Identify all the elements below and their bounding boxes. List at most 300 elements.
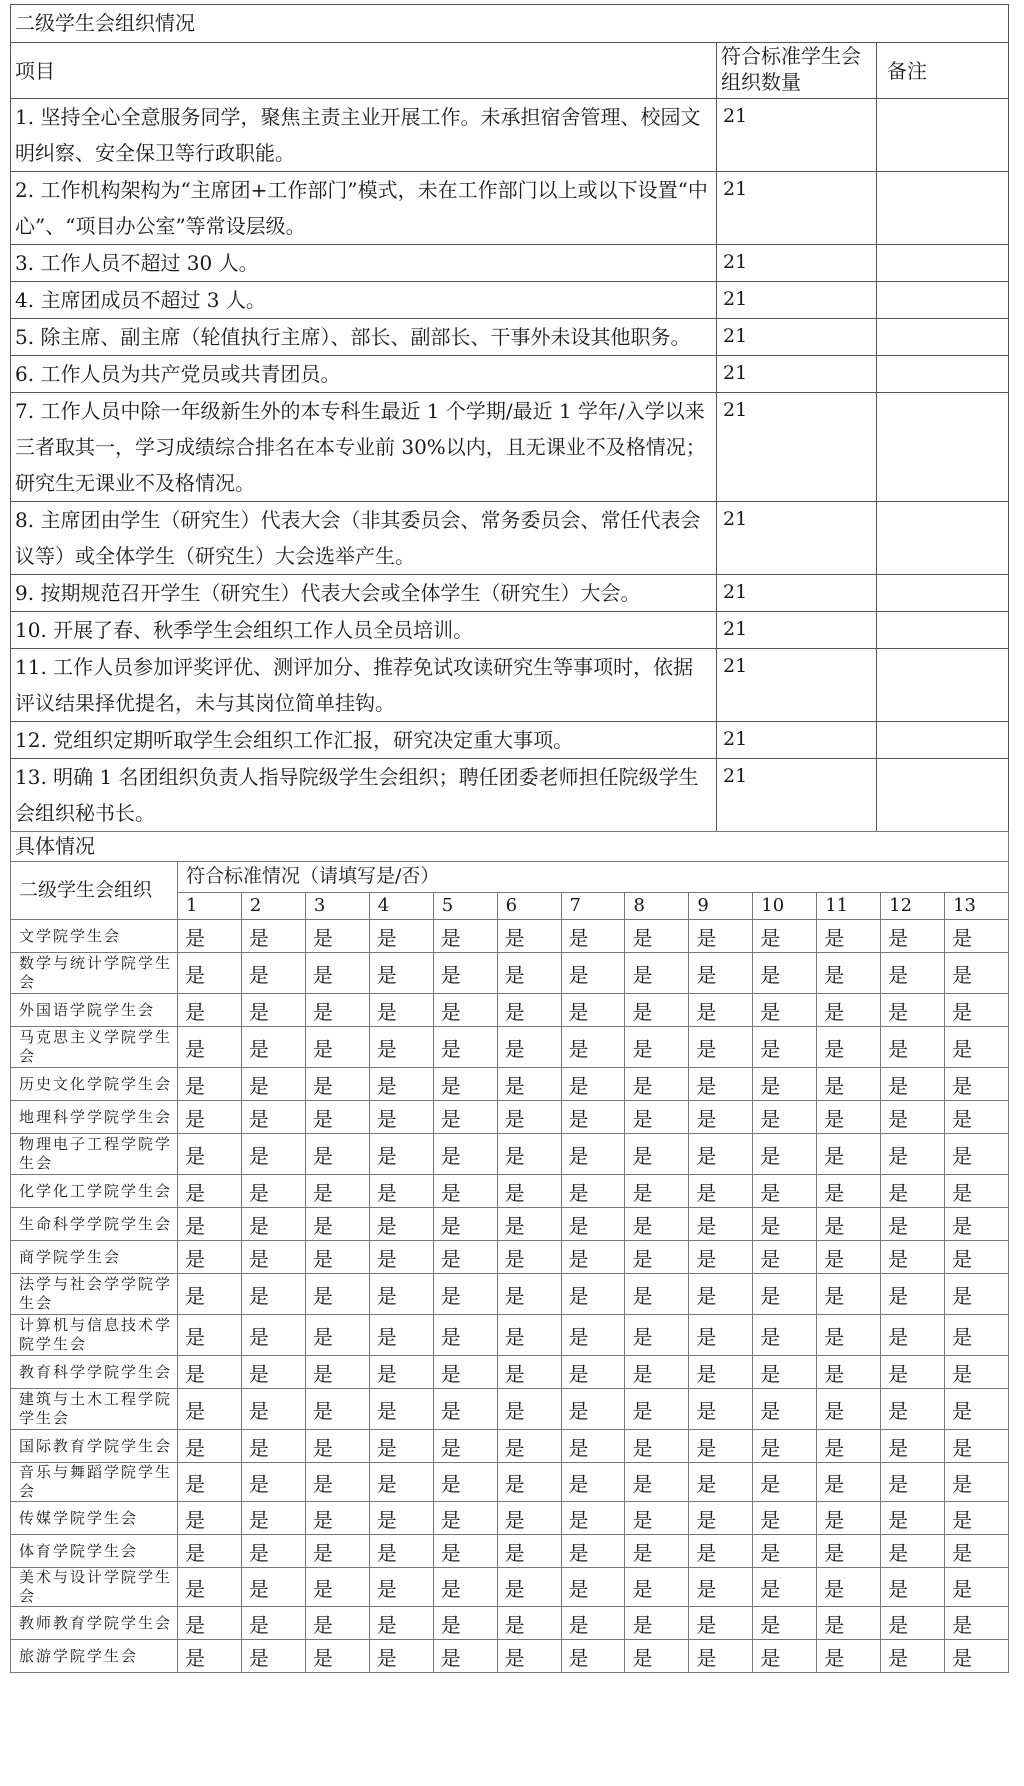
compliance-value: 是 (817, 1027, 881, 1068)
requirement-count: 21 (717, 722, 877, 759)
compliance-value: 是 (945, 1535, 1009, 1568)
compliance-value: 是 (945, 1463, 1009, 1502)
compliance-value: 是 (881, 1175, 945, 1208)
compliance-value: 是 (497, 1315, 561, 1356)
requirement-row (11, 759, 1009, 832)
compliance-value: 是 (369, 1389, 433, 1430)
compliance-value: 是 (497, 1430, 561, 1463)
compliance-value: 是 (433, 1607, 497, 1640)
compliance-value: 是 (241, 1208, 305, 1241)
org-row (11, 1607, 1009, 1640)
compliance-value: 是 (753, 1175, 817, 1208)
compliance-value: 是 (561, 1356, 625, 1389)
compliance-value: 是 (689, 1463, 753, 1502)
compliance-value: 是 (433, 1208, 497, 1241)
criterion-number: 2 (241, 893, 305, 920)
compliance-value: 是 (753, 1430, 817, 1463)
compliance-value: 是 (625, 1356, 689, 1389)
detail-title: 具体情况 (11, 832, 1009, 862)
compliance-value: 是 (305, 1027, 369, 1068)
compliance-value: 是 (561, 1502, 625, 1535)
org-name: 音乐与舞蹈学院学生会 (11, 1463, 178, 1502)
requirement-row (11, 502, 1009, 575)
compliance-value: 是 (881, 1315, 945, 1356)
org-name: 地理科学学院学生会 (11, 1101, 178, 1134)
compliance-value: 是 (625, 1535, 689, 1568)
requirement-row (11, 575, 1009, 612)
org-name: 商学院学生会 (11, 1241, 178, 1274)
compliance-value: 是 (433, 1274, 497, 1315)
compliance-value: 是 (497, 1274, 561, 1315)
compliance-value: 是 (497, 1640, 561, 1673)
compliance-value: 是 (241, 953, 305, 994)
compliance-value: 是 (817, 1502, 881, 1535)
criterion-number: 10 (753, 893, 817, 920)
compliance-value: 是 (881, 1463, 945, 1502)
compliance-value: 是 (945, 1568, 1009, 1607)
requirement-count: 21 (717, 649, 877, 722)
compliance-value: 是 (625, 1101, 689, 1134)
org-name: 法学与社会学学院学生会 (11, 1274, 178, 1315)
compliance-value: 是 (497, 953, 561, 994)
compliance-value: 是 (753, 1463, 817, 1502)
column-header-count: 符合标准学生会组织数量 (717, 43, 877, 99)
compliance-value: 是 (625, 1430, 689, 1463)
compliance-value: 是 (369, 1502, 433, 1535)
compliance-value: 是 (178, 1568, 242, 1607)
criterion-number: 4 (369, 893, 433, 920)
compliance-value: 是 (497, 1027, 561, 1068)
compliance-value: 是 (689, 953, 753, 994)
compliance-value: 是 (369, 1208, 433, 1241)
org-row (11, 1274, 1009, 1315)
org-row (11, 1568, 1009, 1607)
compliance-value: 是 (305, 1430, 369, 1463)
requirement-text: 9. 按期规范召开学生（研究生）代表大会或全体学生（研究生）大会。 (11, 575, 717, 612)
compliance-value: 是 (178, 1208, 242, 1241)
compliance-value: 是 (178, 1535, 242, 1568)
requirement-count: 21 (717, 245, 877, 282)
compliance-value: 是 (753, 1208, 817, 1241)
compliance-value: 是 (305, 920, 369, 953)
org-row (11, 1389, 1009, 1430)
compliance-value: 是 (497, 1134, 561, 1175)
compliance-value: 是 (497, 1607, 561, 1640)
compliance-value: 是 (433, 1463, 497, 1502)
compliance-value: 是 (369, 1134, 433, 1175)
compliance-value: 是 (625, 1068, 689, 1101)
org-name: 外国语学院学生会 (11, 994, 178, 1027)
requirement-note (877, 172, 1009, 245)
compliance-value: 是 (241, 1430, 305, 1463)
compliance-value: 是 (817, 994, 881, 1027)
compliance-value: 是 (881, 1068, 945, 1101)
requirement-text: 8. 主席团由学生（研究生）代表大会（非其委员会、常务委员会、常任代表会议等）或全体学生（研究生）大会选举产生。 (11, 502, 717, 575)
requirement-note (877, 319, 1009, 356)
compliance-value: 是 (241, 1463, 305, 1502)
compliance-value: 是 (945, 1027, 1009, 1068)
compliance-value: 是 (433, 1101, 497, 1134)
compliance-value: 是 (753, 953, 817, 994)
compliance-value: 是 (369, 1356, 433, 1389)
compliance-value: 是 (241, 1175, 305, 1208)
compliance-value: 是 (433, 1502, 497, 1535)
compliance-value: 是 (497, 920, 561, 953)
compliance-value: 是 (433, 1134, 497, 1175)
compliance-value: 是 (753, 1502, 817, 1535)
org-row (11, 1027, 1009, 1068)
requirement-note (877, 245, 1009, 282)
requirement-note (877, 282, 1009, 319)
compliance-value: 是 (369, 1068, 433, 1101)
compliance-value: 是 (561, 1068, 625, 1101)
compliance-value: 是 (178, 1640, 242, 1673)
compliance-value: 是 (305, 1568, 369, 1607)
compliance-value: 是 (689, 1568, 753, 1607)
requirement-note (877, 575, 1009, 612)
org-name: 教育科学学院学生会 (11, 1356, 178, 1389)
compliance-value: 是 (881, 1389, 945, 1430)
compliance-value: 是 (625, 920, 689, 953)
compliance-value: 是 (305, 1389, 369, 1430)
compliance-value: 是 (561, 1535, 625, 1568)
requirement-row (11, 393, 1009, 502)
org-name: 物理电子工程学院学生会 (11, 1134, 178, 1175)
compliance-value: 是 (753, 1274, 817, 1315)
compliance-value: 是 (561, 1607, 625, 1640)
org-name: 数学与统计学院学生会 (11, 953, 178, 994)
compliance-value: 是 (689, 1430, 753, 1463)
requirement-text: 3. 工作人员不超过 30 人。 (11, 245, 717, 282)
compliance-value: 是 (305, 1175, 369, 1208)
compliance-value: 是 (178, 1502, 242, 1535)
compliance-value: 是 (881, 1607, 945, 1640)
compliance-value: 是 (881, 1241, 945, 1274)
org-name: 文学院学生会 (11, 920, 178, 953)
requirement-count: 21 (717, 356, 877, 393)
compliance-value: 是 (945, 1101, 1009, 1134)
compliance-value: 是 (369, 1430, 433, 1463)
compliance-value: 是 (178, 1175, 242, 1208)
compliance-value: 是 (881, 1430, 945, 1463)
requirement-row (11, 649, 1009, 722)
compliance-value: 是 (625, 1568, 689, 1607)
compliance-value: 是 (561, 920, 625, 953)
compliance-value: 是 (625, 1502, 689, 1535)
compliance-value: 是 (369, 1568, 433, 1607)
compliance-value: 是 (689, 1274, 753, 1315)
column-header-item: 项目 (11, 43, 717, 99)
compliance-value: 是 (369, 1607, 433, 1640)
requirement-row (11, 612, 1009, 649)
requirement-row (11, 245, 1009, 282)
compliance-value: 是 (369, 953, 433, 994)
compliance-value: 是 (753, 1568, 817, 1607)
compliance-value: 是 (753, 1241, 817, 1274)
compliance-value: 是 (945, 1640, 1009, 1673)
compliance-value: 是 (753, 1134, 817, 1175)
compliance-value: 是 (561, 994, 625, 1027)
compliance-value: 是 (497, 1389, 561, 1430)
org-name: 体育学院学生会 (11, 1535, 178, 1568)
org-name: 化学化工学院学生会 (11, 1175, 178, 1208)
org-name: 马克思主义学院学生会 (11, 1027, 178, 1068)
compliance-value: 是 (433, 920, 497, 953)
compliance-value: 是 (178, 920, 242, 953)
compliance-value: 是 (945, 1175, 1009, 1208)
requirement-note (877, 649, 1009, 722)
compliance-value: 是 (305, 1356, 369, 1389)
compliance-value: 是 (881, 1134, 945, 1175)
compliance-value: 是 (178, 1463, 242, 1502)
compliance-value: 是 (945, 1315, 1009, 1356)
column-header-status: 符合标准情况（请填写是/否） (178, 862, 1009, 893)
compliance-value: 是 (369, 1175, 433, 1208)
requirement-row (11, 722, 1009, 759)
criterion-number: 7 (561, 893, 625, 920)
requirement-note (877, 356, 1009, 393)
compliance-value: 是 (305, 1274, 369, 1315)
compliance-value: 是 (561, 1175, 625, 1208)
column-header-org: 二级学生会组织 (11, 862, 178, 920)
compliance-value: 是 (369, 1027, 433, 1068)
requirement-note (877, 759, 1009, 832)
requirement-text: 7. 工作人员中除一年级新生外的本专科生最近 1 个学期/最近 1 学年/入学以来三者取其一，学习成绩综合排名在本专业前 30%以内，且无课业不及格情况；研究生无课业不及格情况。 (11, 393, 717, 502)
compliance-value: 是 (817, 1430, 881, 1463)
compliance-value: 是 (305, 1101, 369, 1134)
compliance-value: 是 (945, 1502, 1009, 1535)
compliance-value: 是 (561, 1134, 625, 1175)
compliance-value: 是 (689, 1607, 753, 1640)
compliance-value: 是 (178, 1101, 242, 1134)
compliance-value: 是 (241, 1068, 305, 1101)
compliance-value: 是 (625, 1640, 689, 1673)
compliance-value: 是 (305, 1607, 369, 1640)
compliance-value: 是 (433, 1568, 497, 1607)
compliance-value: 是 (561, 1208, 625, 1241)
compliance-value: 是 (625, 1027, 689, 1068)
org-row (11, 1068, 1009, 1101)
org-row (11, 1101, 1009, 1134)
compliance-value: 是 (881, 1027, 945, 1068)
compliance-value: 是 (497, 1175, 561, 1208)
compliance-value: 是 (305, 1134, 369, 1175)
compliance-value: 是 (625, 1607, 689, 1640)
criterion-number: 9 (689, 893, 753, 920)
compliance-value: 是 (433, 1241, 497, 1274)
org-name: 旅游学院学生会 (11, 1640, 178, 1673)
compliance-value: 是 (945, 1430, 1009, 1463)
compliance-value: 是 (241, 1134, 305, 1175)
summary-table (10, 4, 1009, 832)
compliance-value: 是 (433, 1640, 497, 1673)
requirement-text: 13. 明确 1 名团组织负责人指导院级学生会组织；聘任团委老师担任院级学生会组织秘书长。 (11, 759, 717, 832)
compliance-value: 是 (561, 1463, 625, 1502)
compliance-value: 是 (945, 1208, 1009, 1241)
compliance-value: 是 (178, 1356, 242, 1389)
compliance-value: 是 (945, 1068, 1009, 1101)
org-row (11, 1430, 1009, 1463)
compliance-value: 是 (625, 1274, 689, 1315)
requirement-text: 2. 工作机构架构为“主席团+工作部门”模式，未在工作部门以上或以下设置“中心”、“项目办公室”等常设层级。 (11, 172, 717, 245)
compliance-value: 是 (241, 1568, 305, 1607)
compliance-value: 是 (753, 1068, 817, 1101)
compliance-value: 是 (945, 1607, 1009, 1640)
compliance-value: 是 (753, 1356, 817, 1389)
compliance-value: 是 (305, 1208, 369, 1241)
compliance-value: 是 (497, 1463, 561, 1502)
compliance-value: 是 (881, 994, 945, 1027)
compliance-value: 是 (433, 1027, 497, 1068)
compliance-value: 是 (497, 1568, 561, 1607)
compliance-value: 是 (689, 1175, 753, 1208)
column-header-note: 备注 (877, 43, 1009, 99)
requirement-row (11, 99, 1009, 172)
compliance-value: 是 (689, 1389, 753, 1430)
compliance-value: 是 (433, 1430, 497, 1463)
requirement-note (877, 612, 1009, 649)
compliance-value: 是 (241, 1640, 305, 1673)
compliance-value: 是 (433, 1535, 497, 1568)
compliance-value: 是 (561, 1274, 625, 1315)
compliance-value: 是 (817, 1101, 881, 1134)
compliance-value: 是 (433, 994, 497, 1027)
requirement-note (877, 722, 1009, 759)
compliance-value: 是 (369, 1241, 433, 1274)
compliance-value: 是 (689, 1502, 753, 1535)
compliance-value: 是 (497, 994, 561, 1027)
compliance-value: 是 (497, 1101, 561, 1134)
compliance-value: 是 (241, 994, 305, 1027)
requirement-text: 1. 坚持全心全意服务同学，聚焦主责主业开展工作。未承担宿舍管理、校园文明纠察、安全保卫等行政职能。 (11, 99, 717, 172)
compliance-value: 是 (497, 1356, 561, 1389)
compliance-value: 是 (881, 1101, 945, 1134)
requirement-count: 21 (717, 319, 877, 356)
compliance-value: 是 (625, 953, 689, 994)
compliance-value: 是 (689, 1315, 753, 1356)
compliance-value: 是 (305, 1502, 369, 1535)
compliance-value: 是 (625, 1208, 689, 1241)
org-row (11, 1315, 1009, 1356)
compliance-value: 是 (753, 1607, 817, 1640)
compliance-value: 是 (753, 1315, 817, 1356)
compliance-value: 是 (369, 1463, 433, 1502)
compliance-value: 是 (817, 1068, 881, 1101)
compliance-value: 是 (241, 1356, 305, 1389)
compliance-value: 是 (689, 1208, 753, 1241)
compliance-value: 是 (241, 1027, 305, 1068)
org-name: 计算机与信息技术学院学生会 (11, 1315, 178, 1356)
compliance-value: 是 (753, 920, 817, 953)
org-row (11, 1356, 1009, 1389)
compliance-value: 是 (881, 1640, 945, 1673)
compliance-value: 是 (945, 953, 1009, 994)
compliance-value: 是 (497, 1502, 561, 1535)
compliance-value: 是 (241, 1535, 305, 1568)
criterion-number: 11 (817, 893, 881, 920)
compliance-value: 是 (561, 953, 625, 994)
compliance-value: 是 (241, 920, 305, 953)
compliance-value: 是 (945, 1241, 1009, 1274)
compliance-value: 是 (241, 1502, 305, 1535)
compliance-value: 是 (817, 1389, 881, 1430)
compliance-value: 是 (625, 1389, 689, 1430)
requirement-row (11, 319, 1009, 356)
org-row (11, 1640, 1009, 1673)
compliance-value: 是 (689, 994, 753, 1027)
compliance-value: 是 (369, 1315, 433, 1356)
requirement-count: 21 (717, 172, 877, 245)
requirement-row (11, 282, 1009, 319)
compliance-value: 是 (305, 1463, 369, 1502)
compliance-value: 是 (945, 1389, 1009, 1430)
compliance-value: 是 (433, 1389, 497, 1430)
org-name: 生命科学学院学生会 (11, 1208, 178, 1241)
org-name: 国际教育学院学生会 (11, 1430, 178, 1463)
compliance-value: 是 (625, 1463, 689, 1502)
criterion-number: 5 (433, 893, 497, 920)
compliance-value: 是 (561, 1430, 625, 1463)
compliance-value: 是 (753, 1027, 817, 1068)
compliance-value: 是 (945, 1356, 1009, 1389)
compliance-value: 是 (241, 1607, 305, 1640)
compliance-value: 是 (817, 1274, 881, 1315)
compliance-value: 是 (561, 1101, 625, 1134)
compliance-value: 是 (305, 1315, 369, 1356)
compliance-value: 是 (689, 1241, 753, 1274)
requirement-text: 12. 党组织定期听取学生会组织工作汇报，研究决定重大事项。 (11, 722, 717, 759)
compliance-value: 是 (561, 1241, 625, 1274)
compliance-value: 是 (817, 1134, 881, 1175)
compliance-value: 是 (561, 1315, 625, 1356)
document-page (10, 4, 1008, 1673)
compliance-value: 是 (433, 1315, 497, 1356)
org-row (11, 994, 1009, 1027)
org-name: 传媒学院学生会 (11, 1502, 178, 1535)
compliance-value: 是 (241, 1315, 305, 1356)
compliance-value: 是 (881, 920, 945, 953)
requirement-row (11, 356, 1009, 393)
compliance-value: 是 (881, 1356, 945, 1389)
detail-table (10, 831, 1009, 1673)
compliance-value: 是 (497, 1208, 561, 1241)
requirement-text: 10. 开展了春、秋季学生会组织工作人员全员培训。 (11, 612, 717, 649)
requirement-row (11, 172, 1009, 245)
compliance-value: 是 (178, 1134, 242, 1175)
compliance-value: 是 (817, 1315, 881, 1356)
compliance-value: 是 (305, 953, 369, 994)
compliance-value: 是 (753, 1535, 817, 1568)
compliance-value: 是 (881, 1502, 945, 1535)
compliance-value: 是 (561, 1568, 625, 1607)
requirement-text: 6. 工作人员为共产党员或共青团员。 (11, 356, 717, 393)
compliance-value: 是 (817, 1463, 881, 1502)
compliance-value: 是 (689, 1356, 753, 1389)
compliance-value: 是 (305, 994, 369, 1027)
compliance-value: 是 (689, 1101, 753, 1134)
org-name: 教师教育学院学生会 (11, 1607, 178, 1640)
compliance-value: 是 (369, 994, 433, 1027)
compliance-value: 是 (178, 1241, 242, 1274)
compliance-value: 是 (241, 1101, 305, 1134)
compliance-value: 是 (433, 1068, 497, 1101)
compliance-value: 是 (689, 1640, 753, 1673)
compliance-value: 是 (178, 953, 242, 994)
criterion-number: 12 (881, 893, 945, 920)
compliance-value: 是 (433, 953, 497, 994)
compliance-value: 是 (945, 994, 1009, 1027)
compliance-value: 是 (689, 1535, 753, 1568)
